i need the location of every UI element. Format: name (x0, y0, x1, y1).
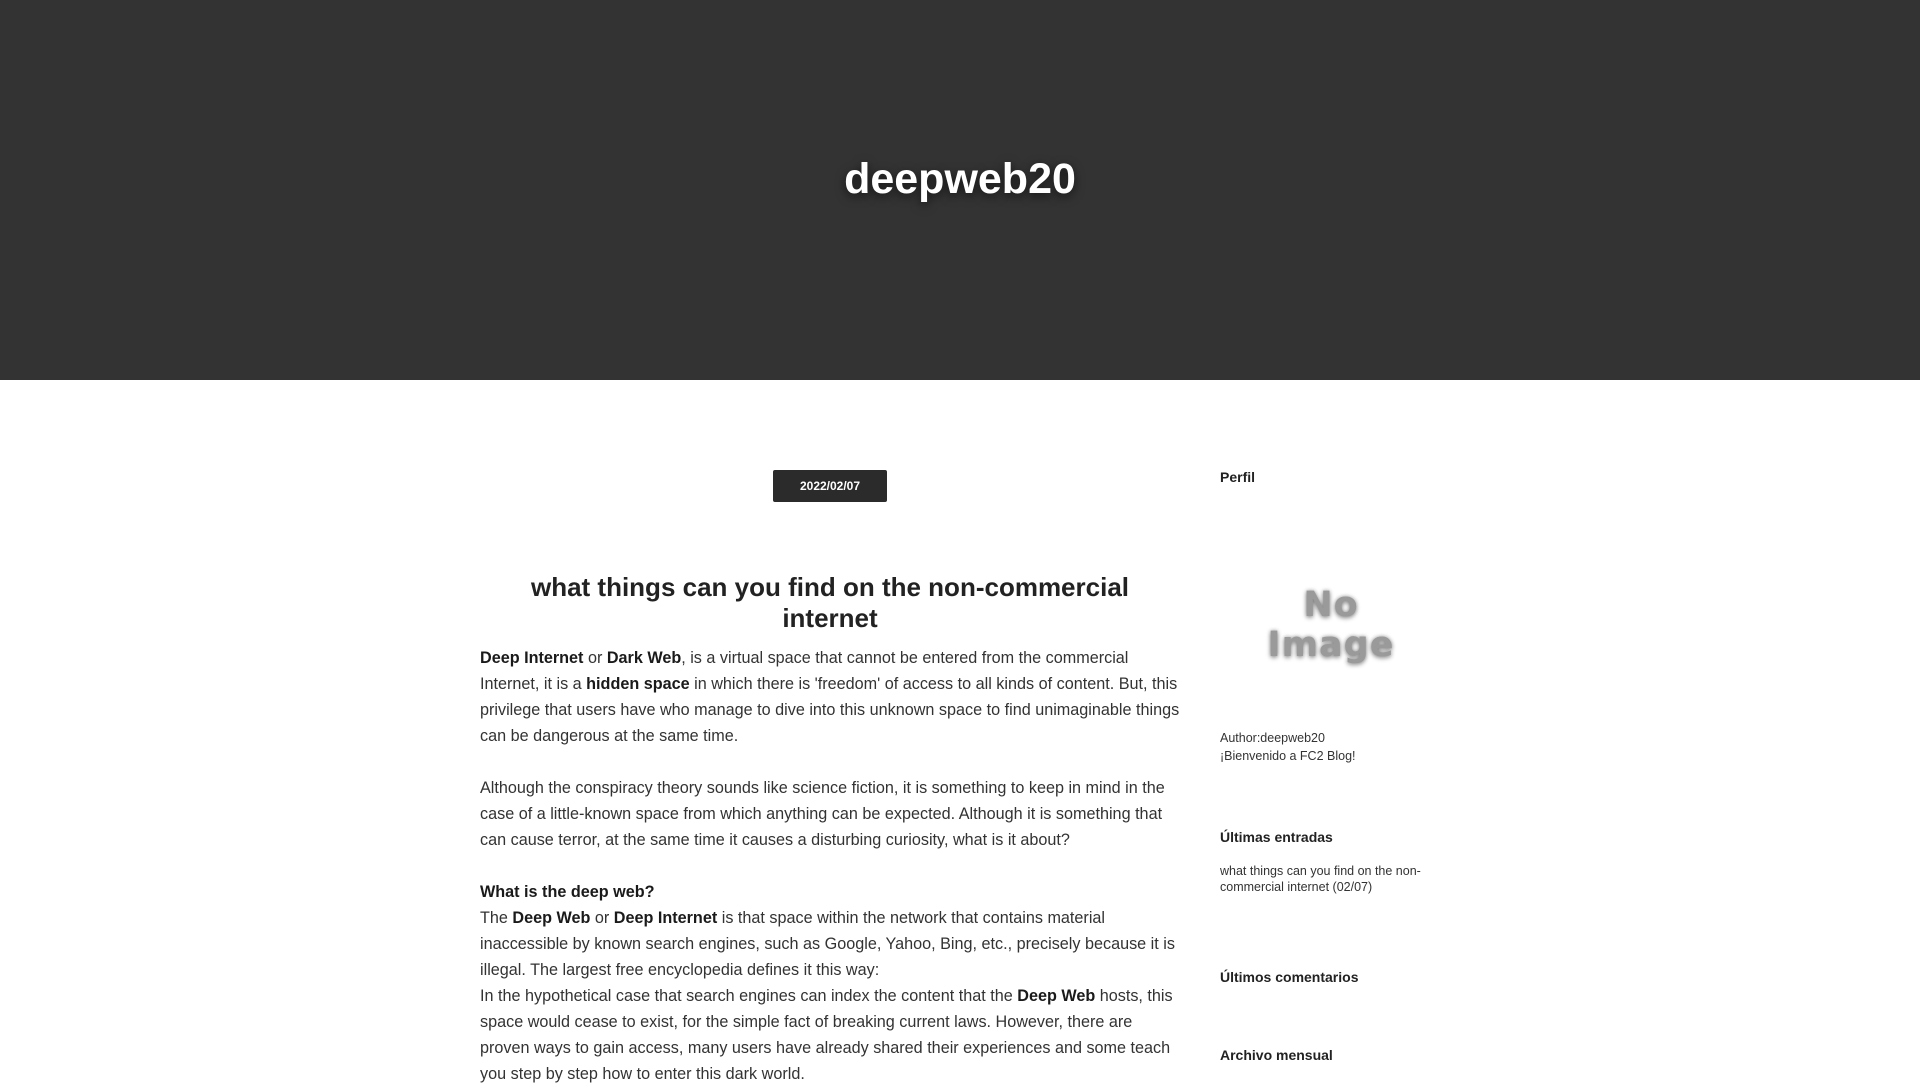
profile-avatar-placeholder: No Image (1267, 585, 1395, 665)
entry-paragraph-3 (480, 905, 1180, 983)
text-span: or (590, 909, 614, 927)
text-span: in which there is 'freedom' of access to all kinds of content. But, this privilege that users have who manage to dive into this unknown space to find unimaginable things can be dangerous at the same time. (480, 675, 1180, 745)
text-span: or (583, 649, 607, 667)
entry-paragraph-4 (480, 983, 1180, 1087)
text-span: is that space within the network that contains material inaccessible by known search engines, such as Google, Yahoo, Bing, etc., precisely because it is illegal. The largest free encyclopedia defines it this way: (480, 909, 1175, 979)
bold-dark-web: Dark Web (606, 649, 682, 667)
text-span: hosts, this space would cease to exist, for the simple fact of breaking current laws. However, there are proven ways to gain access, many users have already shared their experiences and some teach you step by step how to enter this dark world. (480, 987, 1173, 1083)
bold-deep-web: Deep Web (512, 909, 591, 927)
entry-body (480, 645, 1180, 1087)
recent-comments-heading: Últimos comentarios (1220, 969, 1359, 985)
profile-welcome: ¡Bienvenido a FC2 Blog! (1220, 749, 1356, 763)
profile-heading: Perfil (1220, 469, 1256, 485)
monthly-archive-heading: Archivo mensual (1220, 1047, 1333, 1063)
entry-paragraph-2: Although the conspiracy theory sounds like science fiction, it is something to keep in mind in the case of a little-known space from which anything can be expected. Although it is something that can cause terror, at the same time it causes a disturbing curiosity, what is it about? (480, 779, 1165, 849)
bold-deep-internet: Deep Internet (613, 909, 718, 927)
bold-deep-web: Deep Web (1017, 987, 1096, 1005)
recent-entry-link[interactable]: what things can you find on the non-commercial internet (02/07) (1220, 864, 1421, 894)
recent-entries-heading: Últimas entradas (1220, 829, 1333, 845)
text-span: In the hypothetical case that search engines can index the content that the (480, 987, 1018, 1005)
bold-deep-internet: Deep Internet (480, 649, 584, 667)
section-heading-text: What is the deep web? (480, 883, 655, 901)
profile-author: Author:deepweb20 (1220, 731, 1325, 745)
entry-date-badge: 2022/02/07 (773, 470, 887, 502)
entry-title[interactable]: what things can you find on the non-commercial internet (530, 572, 1130, 633)
entry-section-heading (480, 879, 1180, 905)
site-title-link[interactable]: deepweb20 (844, 155, 1076, 203)
profile-info (1220, 729, 1356, 765)
entry-paragraph-1 (480, 645, 1180, 749)
text-span: , is a virtual space that cannot be entered from the commercial Internet, it is a (480, 649, 1129, 693)
site-header (0, 0, 1920, 380)
bold-hidden-space: hidden space (586, 675, 690, 693)
text-span: The (480, 909, 513, 927)
